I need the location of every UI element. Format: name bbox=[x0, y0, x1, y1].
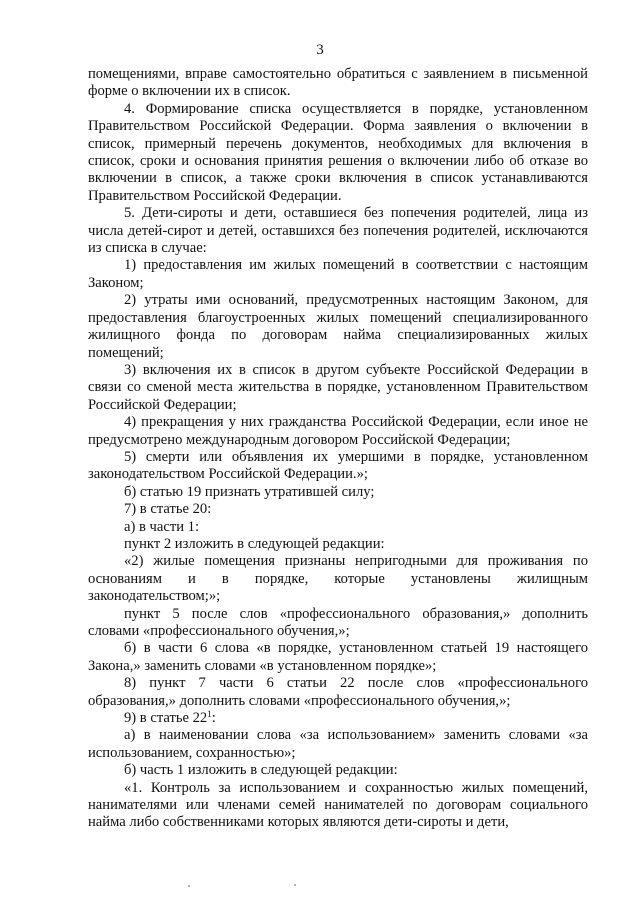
amendment-article-22-1 bbox=[88, 710, 588, 727]
amendment-article-19: б) статью 19 признать утратившей силу; bbox=[124, 483, 375, 500]
list-item-3: 3) включения их в список в другом субъекте Российской Федерации в связи со сменой места жительства в порядке, установленном Правительством Российской Федерации; bbox=[88, 361, 588, 413]
article-22-1-tail: : bbox=[211, 710, 216, 727]
amendment-point-2-text: «2) жилые помещения признаны непригодными для проживания по основаниям и в порядке, которые установлены жилищным законодательством;»; bbox=[88, 553, 588, 605]
list-item-4: 4) прекращения у них гражданства Российской Федерации, если иное не предусмотрено международным договором Российской Федерации; bbox=[88, 414, 588, 448]
document-body bbox=[88, 66, 588, 832]
amendment-part-6: б) в части 6 слова «в порядке, установленном статьей 19 настоящего Закона,» заменить словами «в установленном порядке»; bbox=[88, 640, 588, 674]
list-item-2: 2) утраты ими оснований, предусмотренных настоящим Законом, для предоставления благоустроенных жилых помещений специализированного жилищного фонда по договорам найма специализированных жилых помещений; bbox=[88, 292, 588, 361]
paragraph-continuation: помещениями, вправе самостоятельно обратиться с заявлением в письменной форме о включении их в список. bbox=[88, 66, 588, 100]
amendment-part-1: а) в части 1: bbox=[124, 518, 200, 535]
article-22-1-text: 9) в статье 22 bbox=[124, 710, 208, 727]
amendment-part-1-text: «1. Контроль за использованием и сохранностью жилых помещений, нанимателями или членами семей нанимателей по договорам социального найма либо собственниками которых являются дети-сироты и дети, bbox=[88, 779, 588, 831]
scan-speck bbox=[294, 884, 296, 886]
amendment-part-1-new: б) часть 1 изложить в следующей редакции: bbox=[124, 762, 398, 779]
article-superscript: 1 bbox=[207, 709, 212, 720]
paragraph-item-4: 4. Формирование списка осуществляется в порядке, установленном Правительством Российской Федерации. Форма заявления о включении в список, примерный перечень документов, необходимых для включения в список, сроки и основания принятия решения о включении либо об отказе во включении в список, а также сроки включения в список устанавливаются Правительством Российской Федерации. bbox=[88, 100, 588, 204]
amendment-point-2: пункт 2 изложить в следующей редакции: bbox=[124, 535, 385, 552]
paragraph-item-5: 5. Дети-сироты и дети, оставшиеся без попечения родителей, лица из числа детей-сирот и детей, оставшихся без попечения родителей, исключаются из списка в случае: bbox=[88, 205, 588, 257]
list-item-1: 1) предоставления им жилых помещений в соответствии с настоящим Законом; bbox=[88, 257, 588, 291]
page-number: 3 bbox=[316, 42, 324, 58]
scan-speck bbox=[188, 885, 190, 887]
amendment-article-22: 8) пункт 7 части 6 статьи 22 после слов «профессионального образования,» дополнить словами «профессионального обучения,»; bbox=[88, 675, 588, 709]
amendment-title: а) в наименовании слова «за использованием» заменить словами «за использованием, сохранностью»; bbox=[88, 727, 588, 761]
amendment-article-20: 7) в статье 20: bbox=[124, 501, 212, 518]
amendment-point-5: пункт 5 после слов «профессионального образования,» дополнить словами «профессионального обучения,»; bbox=[88, 605, 588, 639]
list-item-5: 5) смерти или объявления их умершими в порядке, установленном законодательством Российской Федерации.»; bbox=[88, 448, 588, 483]
